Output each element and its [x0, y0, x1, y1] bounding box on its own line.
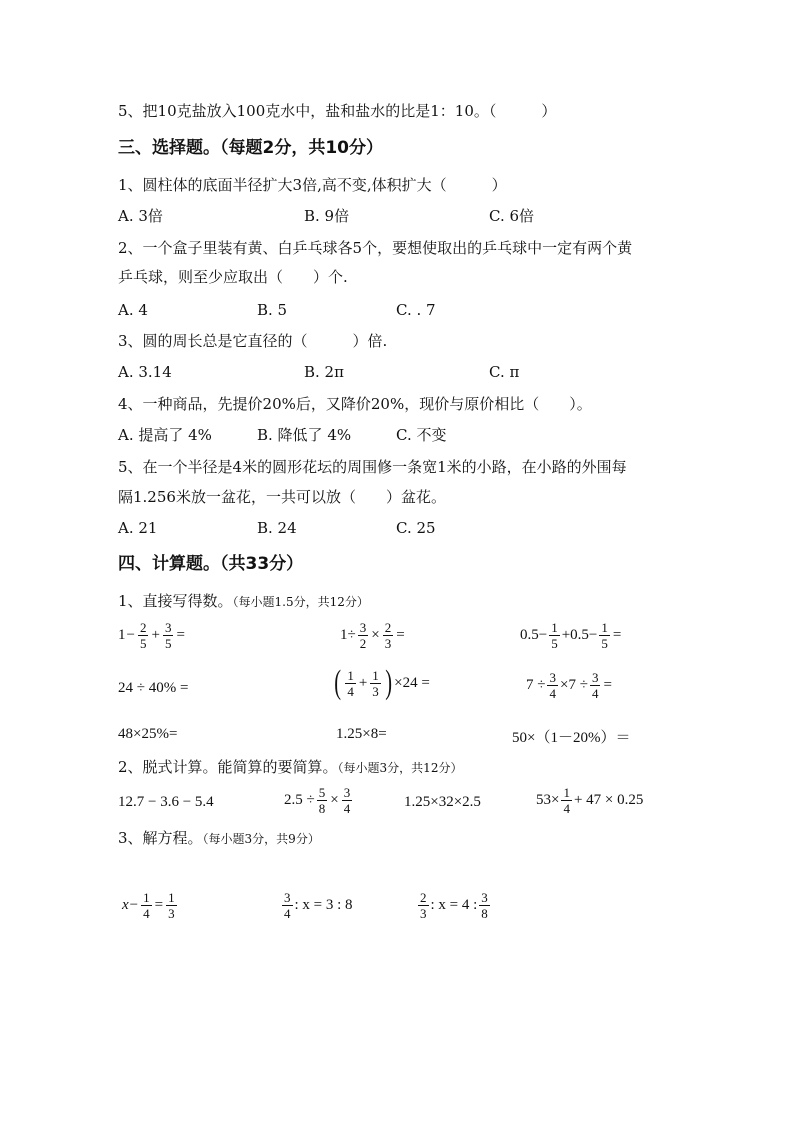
question-3-5-line2: 隔1.256米放一盆花，一共可以放（ ）盆花。 [118, 488, 446, 506]
option-3-5-a: A. 21 [118, 519, 158, 537]
math-1: 1 − $\frac{2}{5}$ + $\frac{3}{5}$ = [118, 620, 185, 651]
math-7: 48×25%= [118, 726, 178, 742]
option-3-4-a: A. 提高了 4% [118, 426, 212, 444]
option-3-5-c: C. 25 [396, 519, 436, 537]
option-3-2-a: A. 4 [118, 301, 148, 319]
question-3-5-line1: 5、在一个半径是4米的圆形花坛的周围修一条宽1米的小路，在小路的外围每 [118, 458, 627, 476]
math-6: 7 ÷ $\frac{3}{4}$ ×7 ÷ $\frac{3}{4}$ = [526, 670, 612, 701]
equation-2: $\frac{3}{4}$ : x = 3 : 8 [284, 890, 353, 921]
option-3-2-c: C. . 7 [396, 301, 436, 319]
section-3-title: 三、选择题。（每题2分，共10分） [118, 138, 383, 158]
math-2: 1÷ $\frac{3}{2}$ × $\frac{2}{3}$ = [340, 620, 405, 651]
option-3-1-b: B. 9倍 [304, 207, 350, 225]
question-4-3-text: 3、解方程。 [118, 829, 203, 847]
question-3-4: 4、一种商品，先提价20%后，又降价20%，现价与原价相比（ ）。 [118, 395, 592, 413]
math-9: 50×（1－20%）＝ [512, 730, 631, 746]
equation-3: $\frac{2}{3}$ : x = 4 : $\frac{3}{8}$ [420, 890, 488, 921]
question-3-1: 1、圆柱体的底面半径扩大3倍,高不变,体积扩大（ ） [118, 176, 507, 194]
calc-1: 12.7 − 3.6 − 5.4 [118, 794, 214, 810]
section-4-title: 四、计算题。（共33分） [118, 554, 304, 574]
equation-1: x − $\frac{1}{4}$ = $\frac{1}{3}$ [122, 890, 175, 921]
question-4-2-text: 2、脱式计算。能简算的要简算。 [118, 758, 338, 776]
option-3-3-a: A. 3.14 [118, 363, 172, 381]
option-3-1-c: C. 6倍 [489, 207, 535, 225]
option-3-5-b: B. 24 [257, 519, 297, 537]
option-3-3-b: B. 2π [304, 363, 344, 381]
option-3-4-b: B. 降低了 4% [257, 426, 352, 444]
math-8: 1.25×8= [336, 726, 387, 742]
question-2-5: 5、把10克盐放入100克水中，盐和盐水的比是1：10。（ ） [118, 102, 557, 120]
calc-2: 2.5 ÷ $\frac{5}{8}$ × $\frac{3}{4}$ [284, 785, 351, 816]
option-3-1-a: A. 3倍 [118, 207, 163, 225]
math-5: ( $\frac{1}{4}$ + $\frac{1}{3}$ ) ×24 = [334, 664, 430, 701]
question-4-3-note: （每小题3分，共9分） [202, 832, 320, 846]
calc-3: 1.25×32×2.5 [404, 794, 481, 810]
math-3: 0.5− $\frac{1}{5}$ +0.5− $\frac{1}{5}$ = [520, 620, 622, 651]
option-3-3-c: C. π [489, 363, 520, 381]
question-4-2-note: （每小题3分，共12分） [337, 761, 463, 775]
option-3-2-b: B. 5 [257, 301, 288, 319]
math-4: 24 ÷ 40% = [118, 680, 189, 696]
question-4-1-text: 1、直接写得数。 [118, 592, 233, 610]
option-3-4-c: C. 不变 [396, 426, 447, 444]
calc-4: 53× $\frac{1}{4}$ + 47 × 0.25 [536, 785, 644, 816]
question-4-1 [118, 591, 369, 612]
question-4-1-note: （每小题1.5分，共12分） [232, 595, 369, 609]
question-3-2-line1: 2、一个盒子里装有黄、白乒乓球各5个，要想使取出的乒乓球中一定有两个黄 [118, 239, 633, 257]
question-3-2-line2: 乒乓球，则至少应取出（ ）个. [118, 268, 348, 286]
question-3-3: 3、圆的周长总是它直径的（ ）倍. [118, 332, 388, 350]
question-4-3 [118, 828, 320, 849]
question-4-2 [118, 757, 462, 778]
